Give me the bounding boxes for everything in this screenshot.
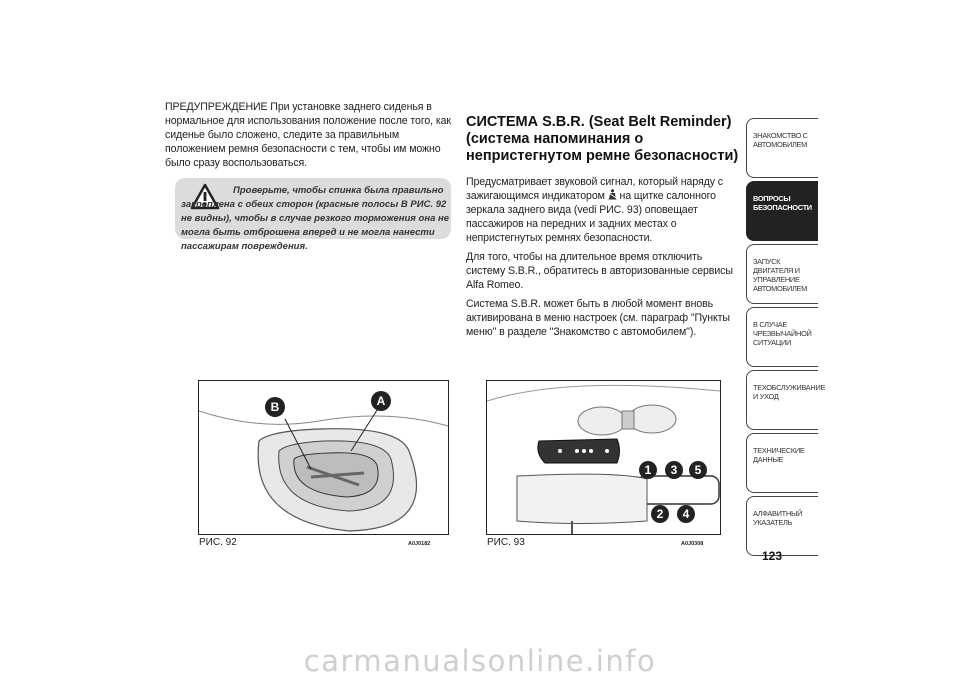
tab-label: АЛФАВИТНЫЙ УКАЗАТЕЛЬ bbox=[753, 509, 803, 527]
tab-label: ЗНАКОМСТВО С АВТОМОБИЛЕМ bbox=[753, 131, 808, 149]
p1-start: Предусматривает звуковой сигнал, который наряду с зажигающимся индикатором bbox=[466, 176, 723, 202]
tab-label: ЗАПУСК ДВИГАТЕЛЯ И УПРАВЛЕНИЕ АВТОМОБИЛЕМ bbox=[753, 257, 807, 293]
warning-note-text: Проверьте, чтобы спинка была правильно закреплена с обеих сторон (красные полосы В РИС. 92 не видны), чтобы в случае резкого торможения она не могла быть отброшена вперед и не могла нанести пассажирам повреждения. bbox=[181, 185, 450, 252]
chapter-tabs bbox=[746, 118, 826, 559]
callout-4: 4 bbox=[677, 505, 695, 523]
page-number: 123 bbox=[762, 549, 783, 563]
callout-1: 1 bbox=[639, 461, 657, 479]
callout-2: 2 bbox=[651, 505, 669, 523]
tab-label: ВОПРОСЫ БЕЗОПАСНОСТИ bbox=[753, 194, 812, 212]
tab-label: ТЕХНИЧЕСКИЕ ДАННЫЕ bbox=[753, 446, 805, 464]
section-paragraph-1 bbox=[466, 175, 741, 245]
warning-paragraph: ПРЕДУПРЕЖДЕНИЕ При установке заднего сиденья в нормальное для использования положение после того, как сиденье было сложено, следите за правильным положением ремня безопасности с тем, чтобы им можно было сразу воспользоваться. bbox=[165, 101, 451, 169]
seat-belt-indicator-icon bbox=[608, 189, 617, 200]
section-title: СИСТЕМА S.B.R. (Seat Belt Reminder) (система напоминания о непристегнутом ремне безопасности) bbox=[466, 114, 739, 164]
tab-starting-driving[interactable] bbox=[746, 244, 818, 304]
warning-column bbox=[165, 100, 453, 170]
tab-emergency[interactable] bbox=[746, 307, 818, 367]
callout-5: 5 bbox=[689, 461, 707, 479]
tab-safety[interactable] bbox=[746, 181, 818, 241]
callout-b: B bbox=[265, 397, 285, 417]
tab-maintenance[interactable] bbox=[746, 370, 826, 430]
figure-93-image bbox=[486, 380, 721, 535]
tab-label: В СЛУЧАЕ ЧРЕЗВЫЧАЙНОЙ СИТУАЦИИ bbox=[753, 320, 812, 347]
tab-label: ТЕХОБСЛУЖИВАНИЕ И УХОД bbox=[753, 383, 826, 401]
seat-latch-illustration bbox=[199, 381, 448, 534]
tab-technical-data[interactable] bbox=[746, 433, 818, 493]
callout-3: 3 bbox=[665, 461, 683, 479]
tab-index[interactable] bbox=[746, 496, 818, 556]
sbr-section bbox=[466, 114, 741, 344]
callout-a: A bbox=[371, 391, 391, 411]
p1-end: на щитке салонного зеркала заднего вида (vedi РИС. 93) оповещает пассажиров на передних и задних местах о непристегнутых ремнях безопасности. bbox=[466, 190, 716, 244]
section-paragraph-3: Система S.B.R. может быть в любой момент вновь активирована в меню настроек (см. параграф "Пункты меню" в разделе "Знакомство с автомобилем"). bbox=[466, 298, 730, 338]
watermark: carmanualsonline.info bbox=[303, 644, 657, 678]
warning-note-box bbox=[175, 178, 451, 252]
figure-92-image bbox=[198, 380, 449, 535]
figure-93-code: A0J0308 bbox=[681, 541, 704, 547]
figure-92-caption: РИС. 92 bbox=[199, 537, 237, 548]
tab-getting-to-know[interactable] bbox=[746, 118, 818, 178]
figure-93-caption: РИС. 93 bbox=[487, 537, 525, 548]
section-paragraph-2: Для того, чтобы на длительное время отключить систему S.B.R., обратитесь в авторизованные сервисы Alfa Romeo. bbox=[466, 251, 733, 291]
figure-92-code: A0J0182 bbox=[408, 541, 431, 547]
